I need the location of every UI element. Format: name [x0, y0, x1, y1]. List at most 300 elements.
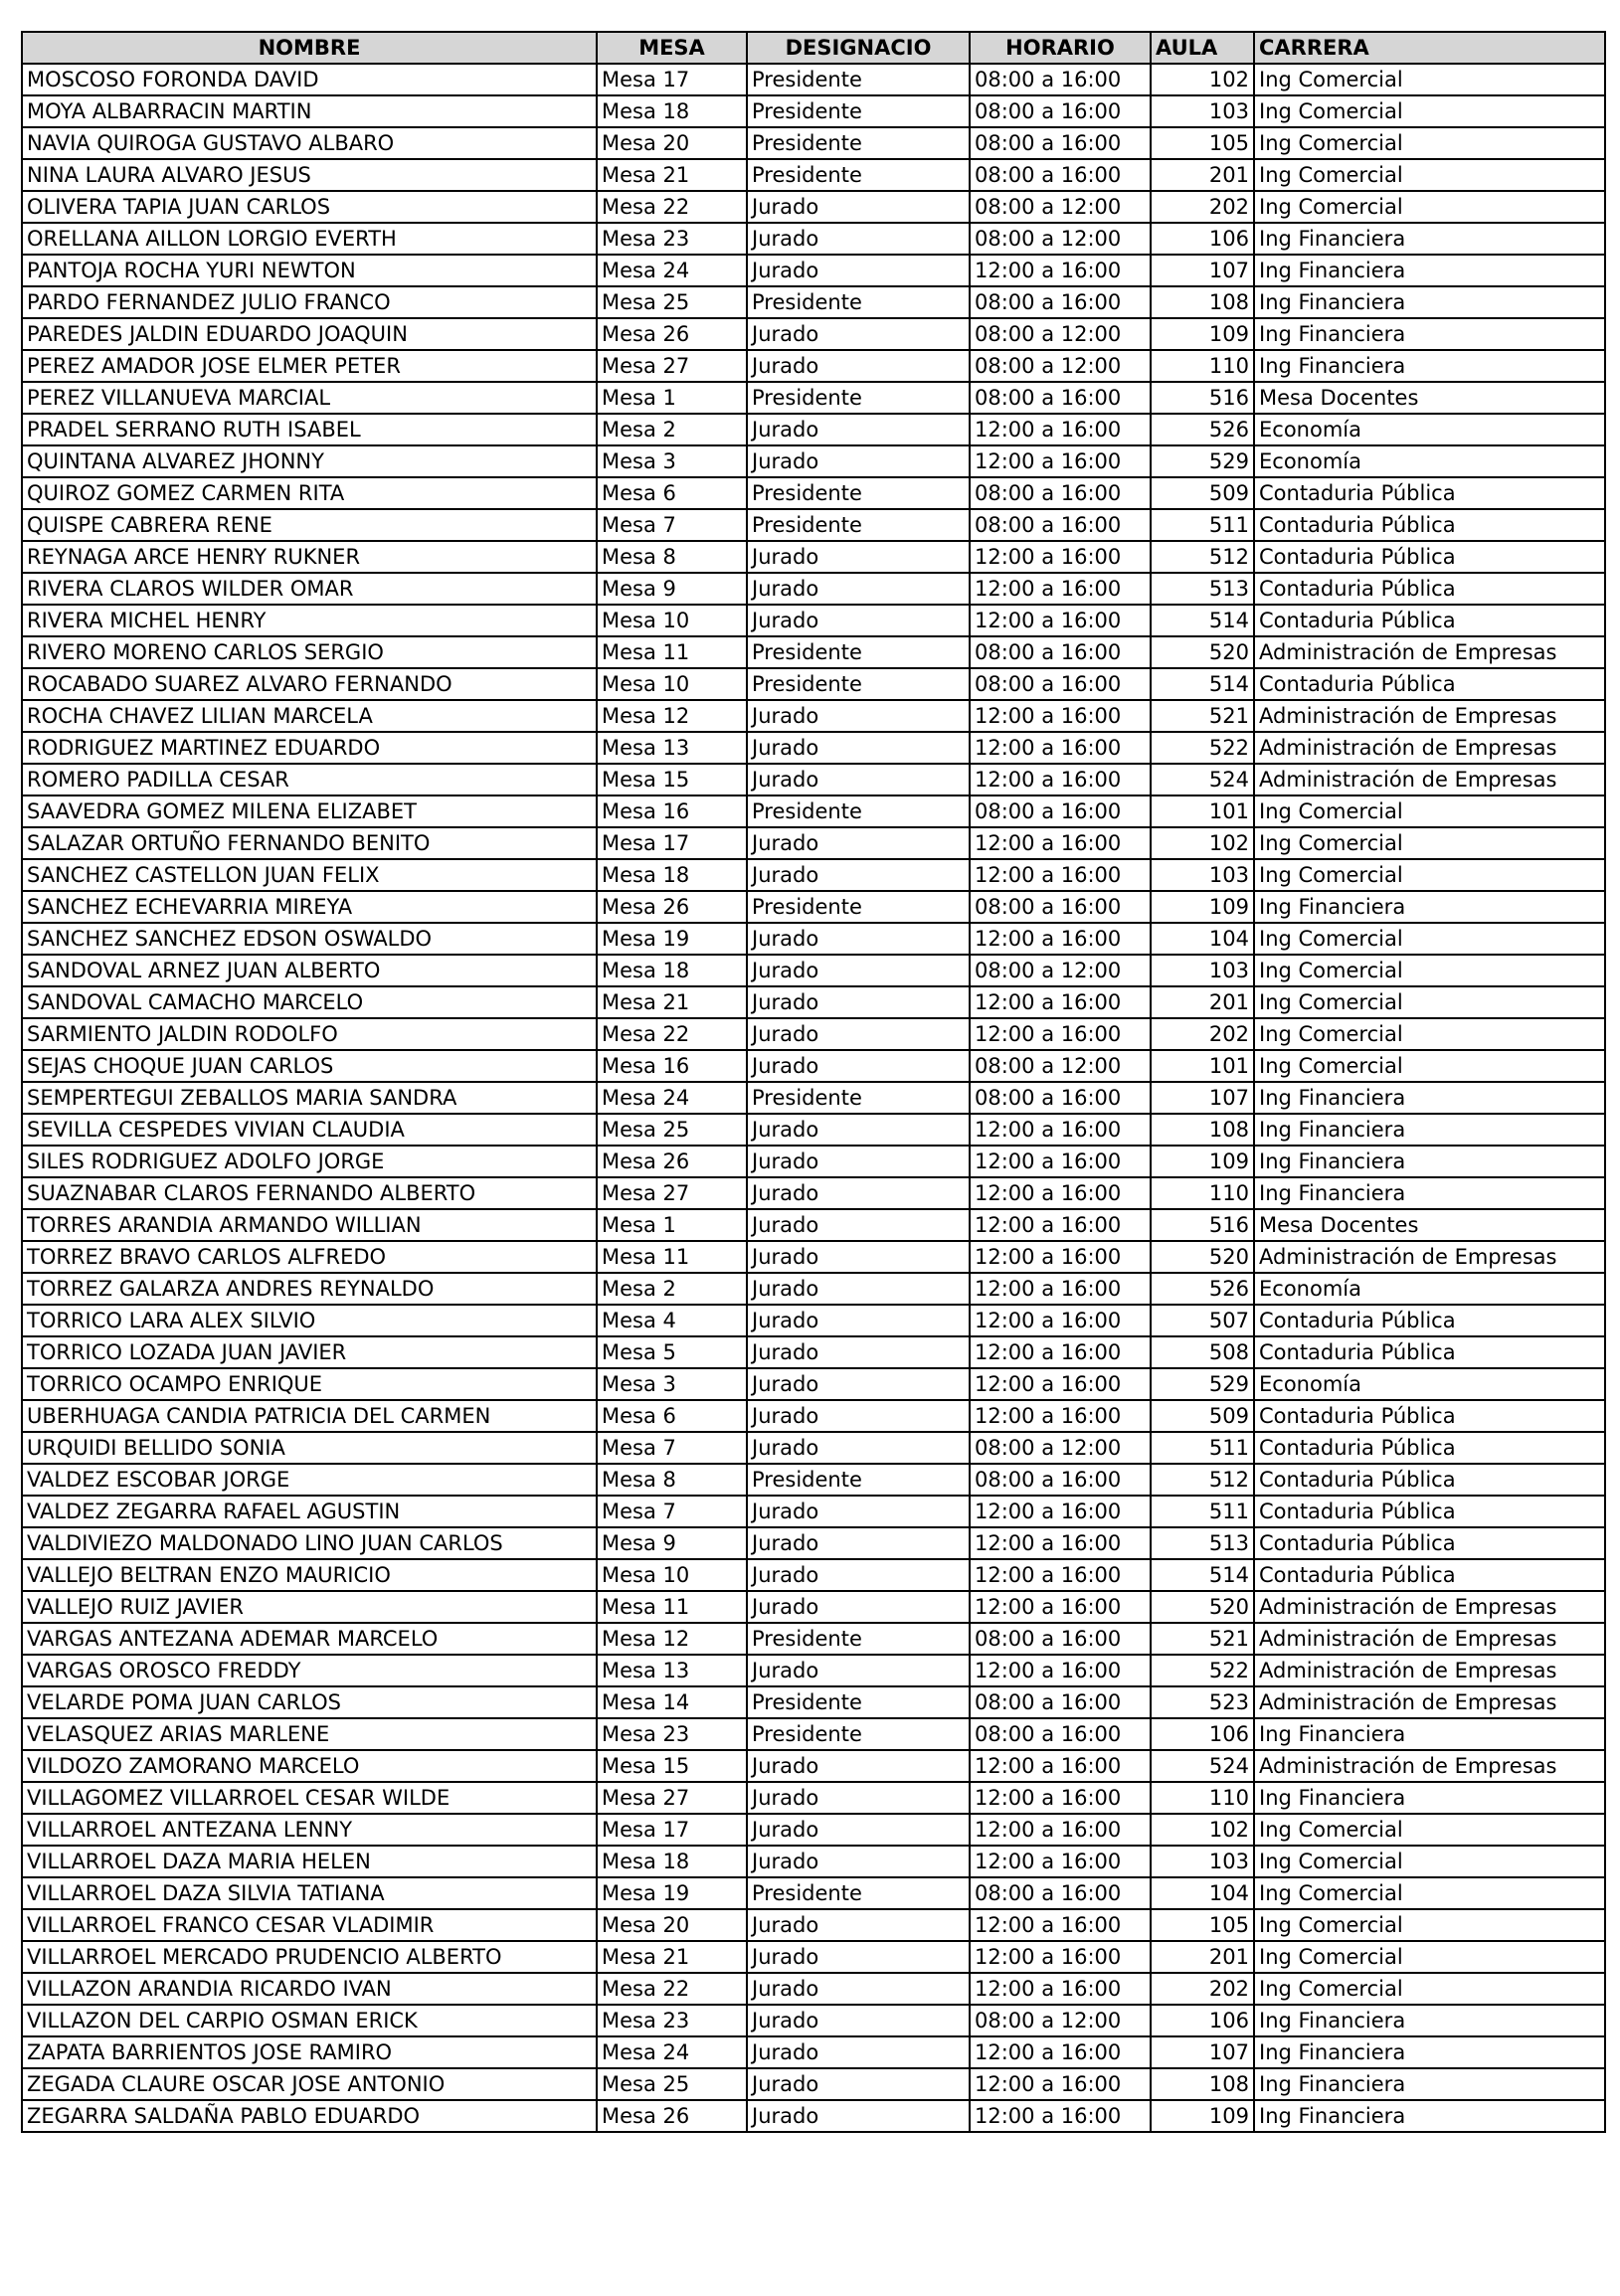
cell-designacion: Jurado: [747, 1750, 970, 1782]
cell-designacion: Presidente: [747, 795, 970, 827]
cell-carrera: Ing Financiera: [1254, 1146, 1605, 1177]
cell-horario: 12:00 a 16:00: [970, 414, 1151, 445]
cell-carrera: Contaduria Pública: [1254, 605, 1605, 636]
cell-designacion: Presidente: [747, 668, 970, 700]
cell-horario: 08:00 a 16:00: [970, 795, 1151, 827]
cell-carrera: Contaduria Pública: [1254, 477, 1605, 509]
table-row: [22, 955, 1605, 986]
cell-nombre: ZEGARRA SALDAÑA PABLO EDUARDO: [22, 2100, 597, 2132]
cell-aula: 109: [1151, 318, 1254, 350]
cell-aula: 108: [1151, 286, 1254, 318]
cell-carrera: Contaduria Pública: [1254, 509, 1605, 541]
cell-carrera: Ing Comercial: [1254, 1909, 1605, 1941]
cell-designacion: Jurado: [747, 2005, 970, 2036]
table-row: [22, 1464, 1605, 1496]
table-row: [22, 1146, 1605, 1177]
cell-mesa: Mesa 2: [597, 1273, 747, 1305]
cell-mesa: Mesa 11: [597, 636, 747, 668]
cell-mesa: Mesa 18: [597, 955, 747, 986]
cell-carrera: Ing Comercial: [1254, 859, 1605, 891]
cell-designacion: Jurado: [747, 573, 970, 605]
cell-horario: 08:00 a 16:00: [970, 1082, 1151, 1114]
cell-aula: 201: [1151, 986, 1254, 1018]
cell-horario: 12:00 a 16:00: [970, 2100, 1151, 2132]
cell-aula: 202: [1151, 1018, 1254, 1050]
cell-horario: 08:00 a 16:00: [970, 1686, 1151, 1718]
cell-nombre: SAAVEDRA GOMEZ MILENA ELIZABET: [22, 795, 597, 827]
cell-designacion: Presidente: [747, 382, 970, 414]
table-row: [22, 1686, 1605, 1718]
cell-carrera: Administración de Empresas: [1254, 1750, 1605, 1782]
cell-mesa: Mesa 16: [597, 1050, 747, 1082]
cell-nombre: PEREZ VILLANUEVA MARCIAL: [22, 382, 597, 414]
cell-aula: 108: [1151, 2068, 1254, 2100]
cell-nombre: SEJAS CHOQUE JUAN CARLOS: [22, 1050, 597, 1082]
cell-mesa: Mesa 8: [597, 1464, 747, 1496]
cell-mesa: Mesa 15: [597, 764, 747, 795]
cell-nombre: VALLEJO RUIZ JAVIER: [22, 1591, 597, 1623]
cell-carrera: Ing Financiera: [1254, 2100, 1605, 2132]
cell-horario: 12:00 a 16:00: [970, 605, 1151, 636]
cell-carrera: Contaduria Pública: [1254, 1527, 1605, 1559]
cell-carrera: Ing Comercial: [1254, 1941, 1605, 1973]
cell-carrera: Ing Financiera: [1254, 1082, 1605, 1114]
cell-nombre: VELARDE POMA JUAN CARLOS: [22, 1686, 597, 1718]
cell-mesa: Mesa 23: [597, 2005, 747, 2036]
cell-horario: 12:00 a 16:00: [970, 1368, 1151, 1400]
cell-horario: 08:00 a 16:00: [970, 382, 1151, 414]
header-aula: AULA: [1151, 32, 1254, 64]
cell-aula: 509: [1151, 477, 1254, 509]
cell-mesa: Mesa 25: [597, 2068, 747, 2100]
cell-carrera: Economía: [1254, 1368, 1605, 1400]
cell-designacion: Jurado: [747, 445, 970, 477]
cell-carrera: Ing Comercial: [1254, 955, 1605, 986]
cell-designacion: Jurado: [747, 764, 970, 795]
cell-horario: 08:00 a 16:00: [970, 509, 1151, 541]
cell-aula: 201: [1151, 1941, 1254, 1973]
cell-horario: 08:00 a 12:00: [970, 223, 1151, 255]
cell-designacion: Jurado: [747, 1241, 970, 1273]
cell-horario: 08:00 a 12:00: [970, 350, 1151, 382]
cell-aula: 202: [1151, 1973, 1254, 2005]
table-row: [22, 1718, 1605, 1750]
cell-nombre: MOSCOSO FORONDA DAVID: [22, 64, 597, 95]
cell-nombre: TORREZ GALARZA ANDRES REYNALDO: [22, 1273, 597, 1305]
cell-mesa: Mesa 26: [597, 891, 747, 923]
cell-carrera: Contaduria Pública: [1254, 1559, 1605, 1591]
cell-carrera: Ing Comercial: [1254, 159, 1605, 191]
cell-mesa: Mesa 24: [597, 1082, 747, 1114]
cell-carrera: Ing Comercial: [1254, 827, 1605, 859]
cell-nombre: RIVERA MICHEL HENRY: [22, 605, 597, 636]
cell-carrera: Contaduria Pública: [1254, 1336, 1605, 1368]
cell-horario: 08:00 a 12:00: [970, 1050, 1151, 1082]
cell-horario: 12:00 a 16:00: [970, 1241, 1151, 1273]
cell-designacion: Jurado: [747, 1846, 970, 1877]
cell-designacion: Jurado: [747, 1114, 970, 1146]
cell-carrera: Contaduria Pública: [1254, 541, 1605, 573]
cell-designacion: Jurado: [747, 1146, 970, 1177]
cell-aula: 103: [1151, 1846, 1254, 1877]
cell-nombre: SEVILLA CESPEDES VIVIAN CLAUDIA: [22, 1114, 597, 1146]
cell-horario: 12:00 a 16:00: [970, 1336, 1151, 1368]
cell-horario: 08:00 a 16:00: [970, 127, 1151, 159]
cell-aula: 101: [1151, 795, 1254, 827]
cell-nombre: RIVERA CLAROS WILDER OMAR: [22, 573, 597, 605]
cell-horario: 08:00 a 16:00: [970, 636, 1151, 668]
cell-aula: 201: [1151, 159, 1254, 191]
cell-horario: 12:00 a 16:00: [970, 1655, 1151, 1686]
cell-nombre: SALAZAR ORTUÑO FERNANDO BENITO: [22, 827, 597, 859]
cell-nombre: SEMPERTEGUI ZEBALLOS MARIA SANDRA: [22, 1082, 597, 1114]
cell-aula: 107: [1151, 255, 1254, 286]
cell-aula: 512: [1151, 541, 1254, 573]
cell-horario: 08:00 a 16:00: [970, 891, 1151, 923]
cell-nombre: URQUIDI BELLIDO SONIA: [22, 1432, 597, 1464]
cell-horario: 12:00 a 16:00: [970, 1273, 1151, 1305]
cell-mesa: Mesa 17: [597, 1814, 747, 1846]
cell-mesa: Mesa 22: [597, 1018, 747, 1050]
cell-designacion: Jurado: [747, 223, 970, 255]
cell-aula: 512: [1151, 1464, 1254, 1496]
table-row: [22, 1750, 1605, 1782]
table-row: [22, 1591, 1605, 1623]
cell-mesa: Mesa 3: [597, 445, 747, 477]
cell-aula: 524: [1151, 764, 1254, 795]
cell-mesa: Mesa 16: [597, 795, 747, 827]
cell-nombre: PANTOJA ROCHA YURI NEWTON: [22, 255, 597, 286]
table-row: [22, 605, 1605, 636]
cell-mesa: Mesa 7: [597, 1432, 747, 1464]
cell-carrera: Ing Financiera: [1254, 2005, 1605, 2036]
cell-carrera: Economía: [1254, 1273, 1605, 1305]
cell-horario: 12:00 a 16:00: [970, 700, 1151, 732]
cell-designacion: Jurado: [747, 255, 970, 286]
cell-horario: 12:00 a 16:00: [970, 1909, 1151, 1941]
cell-aula: 107: [1151, 1082, 1254, 1114]
cell-carrera: Ing Comercial: [1254, 923, 1605, 955]
cell-aula: 524: [1151, 1750, 1254, 1782]
cell-aula: 516: [1151, 1209, 1254, 1241]
cell-horario: 12:00 a 16:00: [970, 732, 1151, 764]
cell-horario: 08:00 a 12:00: [970, 191, 1151, 223]
cell-designacion: Jurado: [747, 1559, 970, 1591]
cell-mesa: Mesa 22: [597, 1973, 747, 2005]
cell-nombre: ZAPATA BARRIENTOS JOSE RAMIRO: [22, 2036, 597, 2068]
cell-mesa: Mesa 12: [597, 700, 747, 732]
table-row: [22, 2100, 1605, 2132]
cell-nombre: VILLARROEL FRANCO CESAR VLADIMIR: [22, 1909, 597, 1941]
cell-designacion: Presidente: [747, 636, 970, 668]
table-row: [22, 95, 1605, 127]
cell-carrera: Ing Financiera: [1254, 286, 1605, 318]
cell-designacion: Jurado: [747, 827, 970, 859]
cell-carrera: Ing Financiera: [1254, 1177, 1605, 1209]
table-row: [22, 1909, 1605, 1941]
cell-aula: 522: [1151, 732, 1254, 764]
cell-mesa: Mesa 23: [597, 223, 747, 255]
cell-carrera: Ing Comercial: [1254, 795, 1605, 827]
cell-designacion: Jurado: [747, 1050, 970, 1082]
cell-horario: 12:00 a 16:00: [970, 445, 1151, 477]
cell-designacion: Presidente: [747, 1464, 970, 1496]
cell-designacion: Presidente: [747, 127, 970, 159]
cell-carrera: Ing Comercial: [1254, 1877, 1605, 1909]
cell-nombre: VALDEZ ESCOBAR JORGE: [22, 1464, 597, 1496]
cell-horario: 12:00 a 16:00: [970, 255, 1151, 286]
cell-nombre: PRADEL SERRANO RUTH ISABEL: [22, 414, 597, 445]
cell-horario: 12:00 a 16:00: [970, 1559, 1151, 1591]
cell-horario: 12:00 a 16:00: [970, 1400, 1151, 1432]
table-row: [22, 1305, 1605, 1336]
cell-aula: 520: [1151, 1591, 1254, 1623]
cell-designacion: Presidente: [747, 1877, 970, 1909]
cell-aula: 103: [1151, 955, 1254, 986]
table-row: [22, 1082, 1605, 1114]
cell-horario: 12:00 a 16:00: [970, 859, 1151, 891]
table-row: [22, 1941, 1605, 1973]
cell-aula: 106: [1151, 223, 1254, 255]
table-row: [22, 795, 1605, 827]
cell-designacion: Presidente: [747, 1718, 970, 1750]
cell-aula: 529: [1151, 1368, 1254, 1400]
cell-carrera: Contaduria Pública: [1254, 1496, 1605, 1527]
table-row: [22, 159, 1605, 191]
cell-aula: 110: [1151, 1782, 1254, 1814]
cell-aula: 507: [1151, 1305, 1254, 1336]
cell-mesa: Mesa 19: [597, 1877, 747, 1909]
table-row: [22, 1241, 1605, 1273]
cell-carrera: Ing Financiera: [1254, 350, 1605, 382]
cell-mesa: Mesa 18: [597, 95, 747, 127]
table-row: [22, 64, 1605, 95]
cell-horario: 08:00 a 16:00: [970, 1877, 1151, 1909]
cell-designacion: Presidente: [747, 891, 970, 923]
cell-horario: 12:00 a 16:00: [970, 1527, 1151, 1559]
cell-mesa: Mesa 20: [597, 127, 747, 159]
cell-designacion: Presidente: [747, 1623, 970, 1655]
cell-designacion: Presidente: [747, 1686, 970, 1718]
cell-carrera: Contaduria Pública: [1254, 1400, 1605, 1432]
cell-nombre: TORRICO LARA ALEX SILVIO: [22, 1305, 597, 1336]
cell-horario: 08:00 a 16:00: [970, 1464, 1151, 1496]
cell-nombre: VALLEJO BELTRAN ENZO MAURICIO: [22, 1559, 597, 1591]
cell-aula: 103: [1151, 95, 1254, 127]
cell-aula: 521: [1151, 700, 1254, 732]
cell-carrera: Ing Comercial: [1254, 1846, 1605, 1877]
cell-mesa: Mesa 9: [597, 1527, 747, 1559]
cell-carrera: Administración de Empresas: [1254, 700, 1605, 732]
cell-nombre: VILLARROEL DAZA SILVIA TATIANA: [22, 1877, 597, 1909]
table-row: [22, 1559, 1605, 1591]
cell-horario: 12:00 a 16:00: [970, 573, 1151, 605]
cell-aula: 109: [1151, 1146, 1254, 1177]
cell-nombre: TORRES ARANDIA ARMANDO WILLIAN: [22, 1209, 597, 1241]
cell-mesa: Mesa 6: [597, 477, 747, 509]
cell-designacion: Jurado: [747, 1909, 970, 1941]
cell-horario: 12:00 a 16:00: [970, 2068, 1151, 2100]
cell-mesa: Mesa 26: [597, 318, 747, 350]
cell-nombre: MOYA ALBARRACIN MARTIN: [22, 95, 597, 127]
cell-designacion: Jurado: [747, 986, 970, 1018]
cell-aula: 511: [1151, 509, 1254, 541]
cell-mesa: Mesa 20: [597, 1909, 747, 1941]
cell-nombre: ROMERO PADILLA CESAR: [22, 764, 597, 795]
table-row: [22, 700, 1605, 732]
cell-aula: 526: [1151, 414, 1254, 445]
cell-carrera: Ing Comercial: [1254, 1814, 1605, 1846]
table-row: [22, 541, 1605, 573]
cell-carrera: Administración de Empresas: [1254, 1241, 1605, 1273]
cell-carrera: Ing Comercial: [1254, 191, 1605, 223]
cell-designacion: Jurado: [747, 1018, 970, 1050]
cell-mesa: Mesa 13: [597, 1655, 747, 1686]
cell-aula: 102: [1151, 1814, 1254, 1846]
cell-mesa: Mesa 24: [597, 2036, 747, 2068]
cell-aula: 511: [1151, 1496, 1254, 1527]
cell-mesa: Mesa 6: [597, 1400, 747, 1432]
cell-aula: 106: [1151, 1718, 1254, 1750]
table-row: [22, 1527, 1605, 1559]
cell-designacion: Jurado: [747, 923, 970, 955]
cell-carrera: Administración de Empresas: [1254, 1655, 1605, 1686]
cell-carrera: Administración de Empresas: [1254, 1686, 1605, 1718]
cell-mesa: Mesa 8: [597, 541, 747, 573]
cell-nombre: SANCHEZ ECHEVARRIA MIREYA: [22, 891, 597, 923]
table-row: [22, 1877, 1605, 1909]
cell-nombre: PAREDES JALDIN EDUARDO JOAQUIN: [22, 318, 597, 350]
cell-horario: 12:00 a 16:00: [970, 1941, 1151, 1973]
cell-horario: 12:00 a 16:00: [970, 1177, 1151, 1209]
cell-carrera: Ing Financiera: [1254, 223, 1605, 255]
cell-aula: 110: [1151, 1177, 1254, 1209]
cell-carrera: Ing Financiera: [1254, 318, 1605, 350]
cell-mesa: Mesa 10: [597, 668, 747, 700]
cell-designacion: Jurado: [747, 605, 970, 636]
cell-aula: 105: [1151, 127, 1254, 159]
cell-horario: 12:00 a 16:00: [970, 923, 1151, 955]
cell-horario: 12:00 a 16:00: [970, 541, 1151, 573]
cell-carrera: Mesa Docentes: [1254, 382, 1605, 414]
cell-mesa: Mesa 21: [597, 1941, 747, 1973]
cell-carrera: Ing Financiera: [1254, 255, 1605, 286]
cell-nombre: QUISPE CABRERA RENE: [22, 509, 597, 541]
cell-aula: 110: [1151, 350, 1254, 382]
cell-carrera: Ing Comercial: [1254, 127, 1605, 159]
cell-horario: 12:00 a 16:00: [970, 1209, 1151, 1241]
cell-aula: 202: [1151, 191, 1254, 223]
cell-mesa: Mesa 2: [597, 414, 747, 445]
cell-designacion: Jurado: [747, 1336, 970, 1368]
cell-mesa: Mesa 27: [597, 350, 747, 382]
cell-designacion: Jurado: [747, 1527, 970, 1559]
cell-mesa: Mesa 18: [597, 1846, 747, 1877]
cell-horario: 08:00 a 12:00: [970, 1432, 1151, 1464]
cell-carrera: Ing Comercial: [1254, 64, 1605, 95]
cell-aula: 511: [1151, 1432, 1254, 1464]
cell-designacion: Jurado: [747, 2100, 970, 2132]
cell-nombre: QUIROZ GOMEZ CARMEN RITA: [22, 477, 597, 509]
cell-horario: 08:00 a 16:00: [970, 286, 1151, 318]
cell-aula: 103: [1151, 859, 1254, 891]
cell-nombre: VELASQUEZ ARIAS MARLENE: [22, 1718, 597, 1750]
cell-horario: 12:00 a 16:00: [970, 1114, 1151, 1146]
cell-aula: 529: [1151, 445, 1254, 477]
cell-designacion: Jurado: [747, 1368, 970, 1400]
table-row: [22, 2005, 1605, 2036]
cell-mesa: Mesa 1: [597, 382, 747, 414]
cell-aula: 521: [1151, 1623, 1254, 1655]
cell-designacion: Jurado: [747, 1432, 970, 1464]
cell-nombre: VALDEZ ZEGARRA RAFAEL AGUSTIN: [22, 1496, 597, 1527]
cell-aula: 101: [1151, 1050, 1254, 1082]
cell-mesa: Mesa 7: [597, 509, 747, 541]
cell-horario: 08:00 a 12:00: [970, 318, 1151, 350]
cell-mesa: Mesa 17: [597, 64, 747, 95]
cell-mesa: Mesa 10: [597, 1559, 747, 1591]
cell-aula: 107: [1151, 2036, 1254, 2068]
cell-nombre: VARGAS OROSCO FREDDY: [22, 1655, 597, 1686]
cell-mesa: Mesa 21: [597, 986, 747, 1018]
cell-designacion: Jurado: [747, 1177, 970, 1209]
cell-designacion: Presidente: [747, 286, 970, 318]
cell-horario: 12:00 a 16:00: [970, 1591, 1151, 1623]
cell-designacion: Jurado: [747, 1655, 970, 1686]
cell-designacion: Jurado: [747, 1209, 970, 1241]
cell-nombre: VALDIVIEZO MALDONADO LINO JUAN CARLOS: [22, 1527, 597, 1559]
cell-designacion: Jurado: [747, 318, 970, 350]
cell-aula: 523: [1151, 1686, 1254, 1718]
cell-aula: 513: [1151, 1527, 1254, 1559]
cell-carrera: Administración de Empresas: [1254, 636, 1605, 668]
table-row: [22, 286, 1605, 318]
cell-horario: 08:00 a 12:00: [970, 2005, 1151, 2036]
table-row: [22, 509, 1605, 541]
table-row: [22, 1400, 1605, 1432]
cell-carrera: Ing Financiera: [1254, 2036, 1605, 2068]
cell-aula: 520: [1151, 1241, 1254, 1273]
cell-mesa: Mesa 18: [597, 859, 747, 891]
table-row: [22, 1050, 1605, 1082]
cell-carrera: Administración de Empresas: [1254, 1591, 1605, 1623]
cell-designacion: Jurado: [747, 2036, 970, 2068]
cell-aula: 508: [1151, 1336, 1254, 1368]
cell-nombre: TORRICO OCAMPO ENRIQUE: [22, 1368, 597, 1400]
cell-horario: 08:00 a 16:00: [970, 477, 1151, 509]
cell-aula: 108: [1151, 1114, 1254, 1146]
cell-aula: 514: [1151, 668, 1254, 700]
cell-nombre: SILES RODRIGUEZ ADOLFO JORGE: [22, 1146, 597, 1177]
cell-mesa: Mesa 14: [597, 1686, 747, 1718]
cell-nombre: REYNAGA ARCE HENRY RUKNER: [22, 541, 597, 573]
cell-carrera: Ing Comercial: [1254, 95, 1605, 127]
table-row: [22, 382, 1605, 414]
table-row: [22, 255, 1605, 286]
cell-mesa: Mesa 25: [597, 1114, 747, 1146]
table-row: [22, 1114, 1605, 1146]
table-row: [22, 827, 1605, 859]
cell-nombre: TORRICO LOZADA JUAN JAVIER: [22, 1336, 597, 1368]
cell-aula: 104: [1151, 923, 1254, 955]
cell-horario: 08:00 a 12:00: [970, 955, 1151, 986]
header-nombre: NOMBRE: [22, 32, 597, 64]
cell-designacion: Presidente: [747, 477, 970, 509]
cell-horario: 12:00 a 16:00: [970, 1146, 1151, 1177]
cell-mesa: Mesa 12: [597, 1623, 747, 1655]
cell-nombre: OLIVERA TAPIA JUAN CARLOS: [22, 191, 597, 223]
cell-nombre: SANCHEZ CASTELLON JUAN FELIX: [22, 859, 597, 891]
